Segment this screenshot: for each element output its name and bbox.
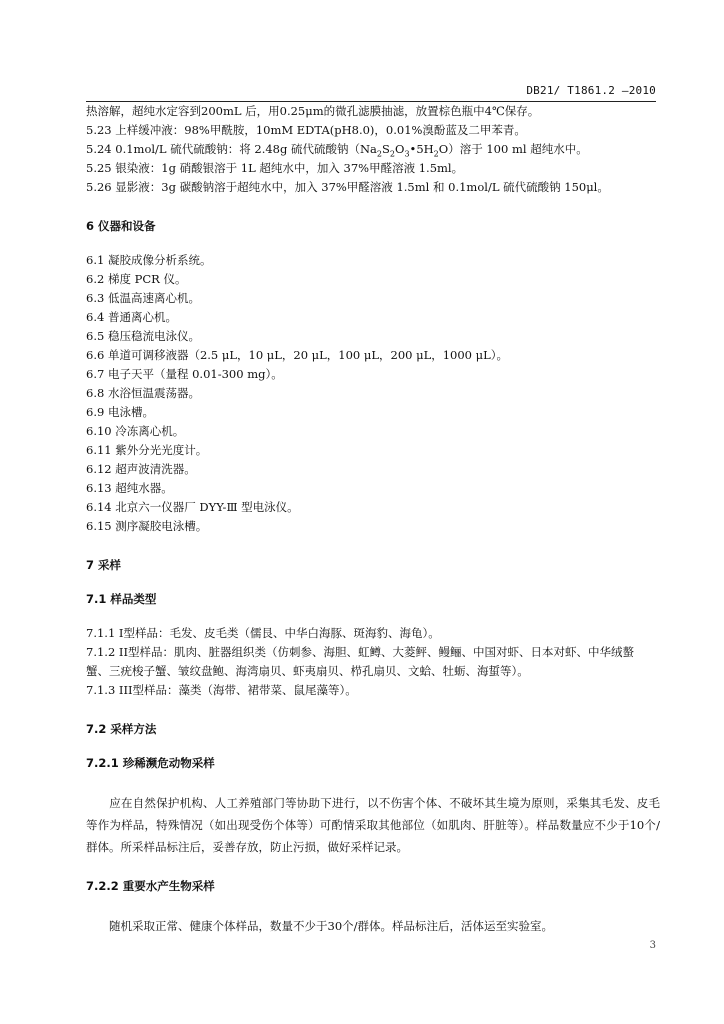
list-item: 6.12 超声波清洗器。 — [86, 462, 196, 476]
section-7-2-1-heading: 7.2.1 珍稀濒危动物采样 — [86, 756, 215, 770]
paragraph-7-2-1-text: 应在自然保护机构、人工养殖部门等协助下进行，以不伤害个体、不破坏其生境为原则，采集其毛发、皮毛等作为样品，特殊情况（如出现受伤个体等）可酌情采取其他部位（如肌肉、肝脏等）。样品数量应不少于10个/群体。所采样品标注后，妥善存放，防止污损，做好采样记录。 — [86, 796, 660, 854]
paragraph-7-2-1 — [86, 792, 660, 858]
item-5-24: 5.24 0.1mol/L 硫代硫酸钠：将 2.48g 硫代硫酸钠$(Na_2S_2O_3•5H_2O)$溶于 100 ml 超纯水中。 — [86, 142, 588, 159]
section-7-heading: 7 采样 — [86, 558, 122, 572]
list-item: 6.1 凝胶成像分析系统。 — [86, 253, 212, 267]
item-5-23: 5.23 上样缓冲液：98%甲酰胺，10mM EDTA(pH8.0)，0.01%溴酚蓝及二甲苯青。 — [86, 123, 526, 137]
list-item: 6.6 单道可调移液器（2.5 μL，10 μL，20 μL，100 μL，200 μL，1000 μL）。 — [86, 348, 509, 362]
section-7-2-2-heading: 7.2.2 重要水产生物采样 — [86, 879, 215, 893]
list-item: 7.1.1 I型样品：毛发、皮毛类（儒艮、中华白海豚、斑海豹、海龟）。 — [86, 626, 440, 640]
list-item: 6.4 普通离心机。 — [86, 310, 177, 324]
section-7-1-heading: 7.1 样品类型 — [86, 592, 157, 606]
paragraph-7-2-2-text: 随机采取正常、健康个体样品，数量不少于30个/群体。样品标注后，活体运至实验室。 — [109, 919, 554, 933]
list-item: 6.2 梯度 PCR 仪。 — [86, 272, 187, 286]
list-item: 6.14 北京六一仪器厂 DYY-Ⅲ 型电泳仪。 — [86, 500, 299, 514]
document-body — [86, 102, 660, 937]
item-5-25: 5.25 银染液：1g 硝酸银溶于 1L 超纯水中，加入 37%甲醛溶液 1.5ml。 — [86, 161, 464, 175]
paragraph-7-2-2 — [86, 915, 660, 937]
item-5-26: 5.26 显影液：3g 碳酸钠溶于超纯水中，加入 37%甲醛溶液 1.5ml 和 0.1mol/L 硫代硫酸钠 150μl。 — [86, 180, 609, 194]
document-code-header: DB21/ T1861.2 —2010 — [526, 84, 656, 97]
list-item: 6.8 水浴恒温震荡器。 — [86, 386, 200, 400]
list-item: 7.1.2 II型样品：肌肉、脏器组织类（仿刺参、海胆、虹鳟、大菱鲆、鳗鲡、中国对虾、日本对虾、中华绒螯 — [86, 645, 634, 659]
section-7-2-heading: 7.2 采样方法 — [86, 722, 157, 736]
list-item: 6.10 冷冻离心机。 — [86, 424, 185, 438]
list-item: 6.9 电泳槽。 — [86, 405, 154, 419]
continued-line: 热溶解，超纯水定容到200mL 后，用0.25μm的微孔滤膜抽滤，放置棕色瓶中4℃保存。 — [86, 104, 540, 118]
list-item: 6.7 电子天平（量程 0.01-300 mg）。 — [86, 367, 283, 381]
list-item-continued: 蟹、三疣梭子蟹、皱纹盘鲍、海湾扇贝、虾夷扇贝、栉孔扇贝、文蛤、牡蛎、海蜇等）。 — [86, 664, 529, 678]
list-item: 6.11 紫外分光光度计。 — [86, 443, 208, 457]
list-item: 6.5 稳压稳流电泳仪。 — [86, 329, 200, 343]
list-item: 6.3 低温高速离心机。 — [86, 291, 200, 305]
section-6-heading: 6 仪器和设备 — [86, 219, 156, 233]
page-number: 3 — [649, 940, 656, 951]
list-item: 6.13 超纯水器。 — [86, 481, 173, 495]
list-item: 7.1.3 III型样品：藻类（海带、裙带菜、鼠尾藻等）。 — [86, 683, 357, 697]
list-item: 6.15 测序凝胶电泳槽。 — [86, 519, 208, 533]
